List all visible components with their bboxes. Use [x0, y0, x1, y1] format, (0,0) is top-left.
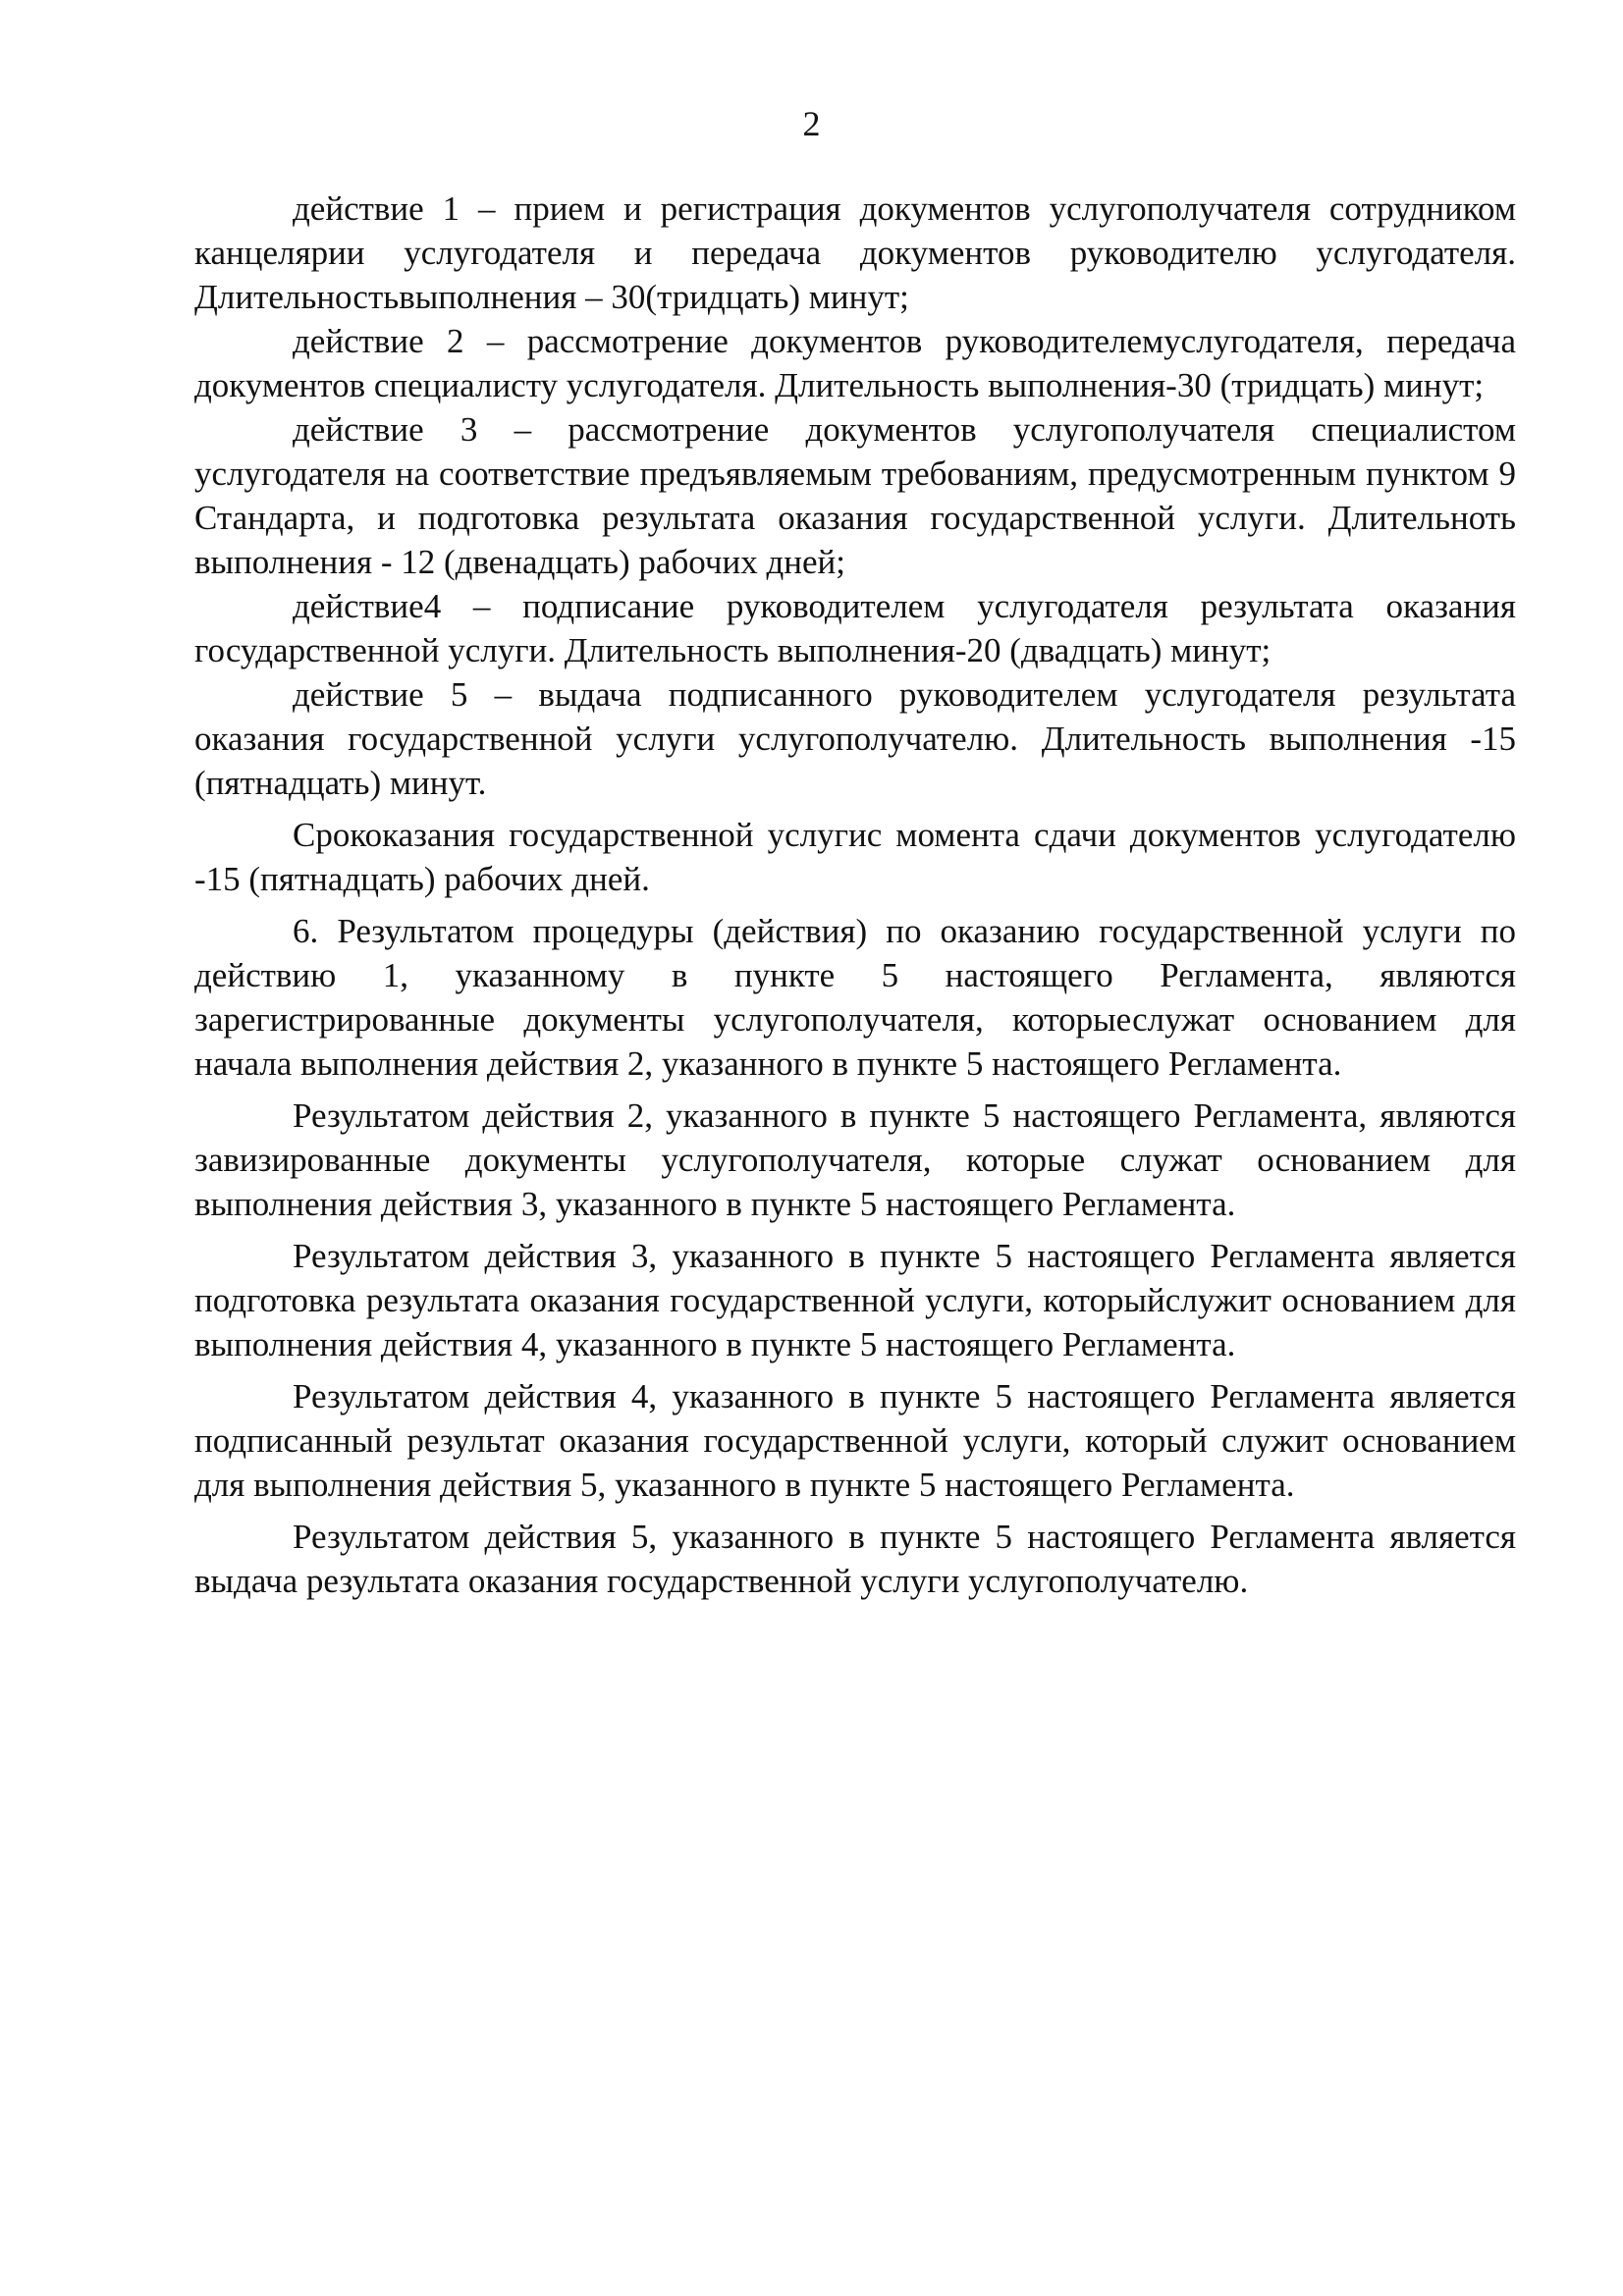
- paragraph-action-2: действие 2 – рассмотрение документов руководителемуслугодателя, передача документов специалисту услугодателя. Длительность выполнения-30 (тридцать) минут;: [194, 322, 1516, 404]
- page-number: 2: [802, 104, 821, 143]
- paragraph-result-action-3: Результатом действия 3, указанного в пункте 5 настоящего Регламента является подготовка результата оказания государственной услуги, которыйслужит основанием для выполнения действия 4, указанного в пункте 5 настоящего Регламента.: [194, 1237, 1516, 1363]
- document-body: [194, 187, 1516, 1603]
- paragraph-action-3: действие 3 – рассмотрение документов услугополучателя специалистом услугодателя на соответствие предъявляемым требованиям, предусмотренным пунктом 9 Стандарта, и подготовка результата оказания государственной услуги. Длительноть выполнения - 12 (двенадцать) рабочих дней;: [194, 410, 1516, 581]
- paragraph-action-1: действие 1 – прием и регистрация документов услугополучателя сотрудником канцелярии услугодателя и передача документов руководителю услугодателя. Длительностьвыполнения – 30(тридцать) минут;: [194, 189, 1516, 316]
- paragraph-result-action-5: Результатом действия 5, указанного в пункте 5 настоящего Регламента является выдача результата оказания государственной услуги услугополучателю.: [194, 1518, 1516, 1600]
- paragraph-result-action-4: Результатом действия 4, указанного в пункте 5 настоящего Регламента является подписанный результат оказания государственной услуги, который служит основанием для выполнения действия 5, указанного в пункте 5 настоящего Регламента.: [194, 1377, 1516, 1504]
- paragraph-action-5: действие 5 – выдача подписанного руководителем услугодателя результата оказания государственной услуги услугополучателю. Длительность выполнения -15 (пятнадцать) минут.: [194, 675, 1516, 802]
- paragraph-result-action-1: 6. Результатом процедуры (действия) по оказанию государственной услуги по действию 1, указанному в пункте 5 настоящего Регламента, являются зарегистрированные документы услугополучателя, которыеслужат основанием для начала выполнения действия 2, указанного в пункте 5 настоящего Регламента.: [194, 912, 1516, 1083]
- paragraph-service-term: Срококазания государственной услугис момента сдачи документов услугодателю -15 (пятнадцать) рабочих дней.: [194, 816, 1516, 898]
- paragraph-action-4: действие4 – подписание руководителем услугодателя результата оказания государственной услуги. Длительность выполнения-20 (двадцать) минут;: [194, 587, 1516, 669]
- paragraph-result-action-2: Результатом действия 2, указанного в пункте 5 настоящего Регламента, являются завизированные документы услугополучателя, которые служат основанием для выполнения действия 3, указанного в пункте 5 настоящего Регламента.: [194, 1096, 1516, 1223]
